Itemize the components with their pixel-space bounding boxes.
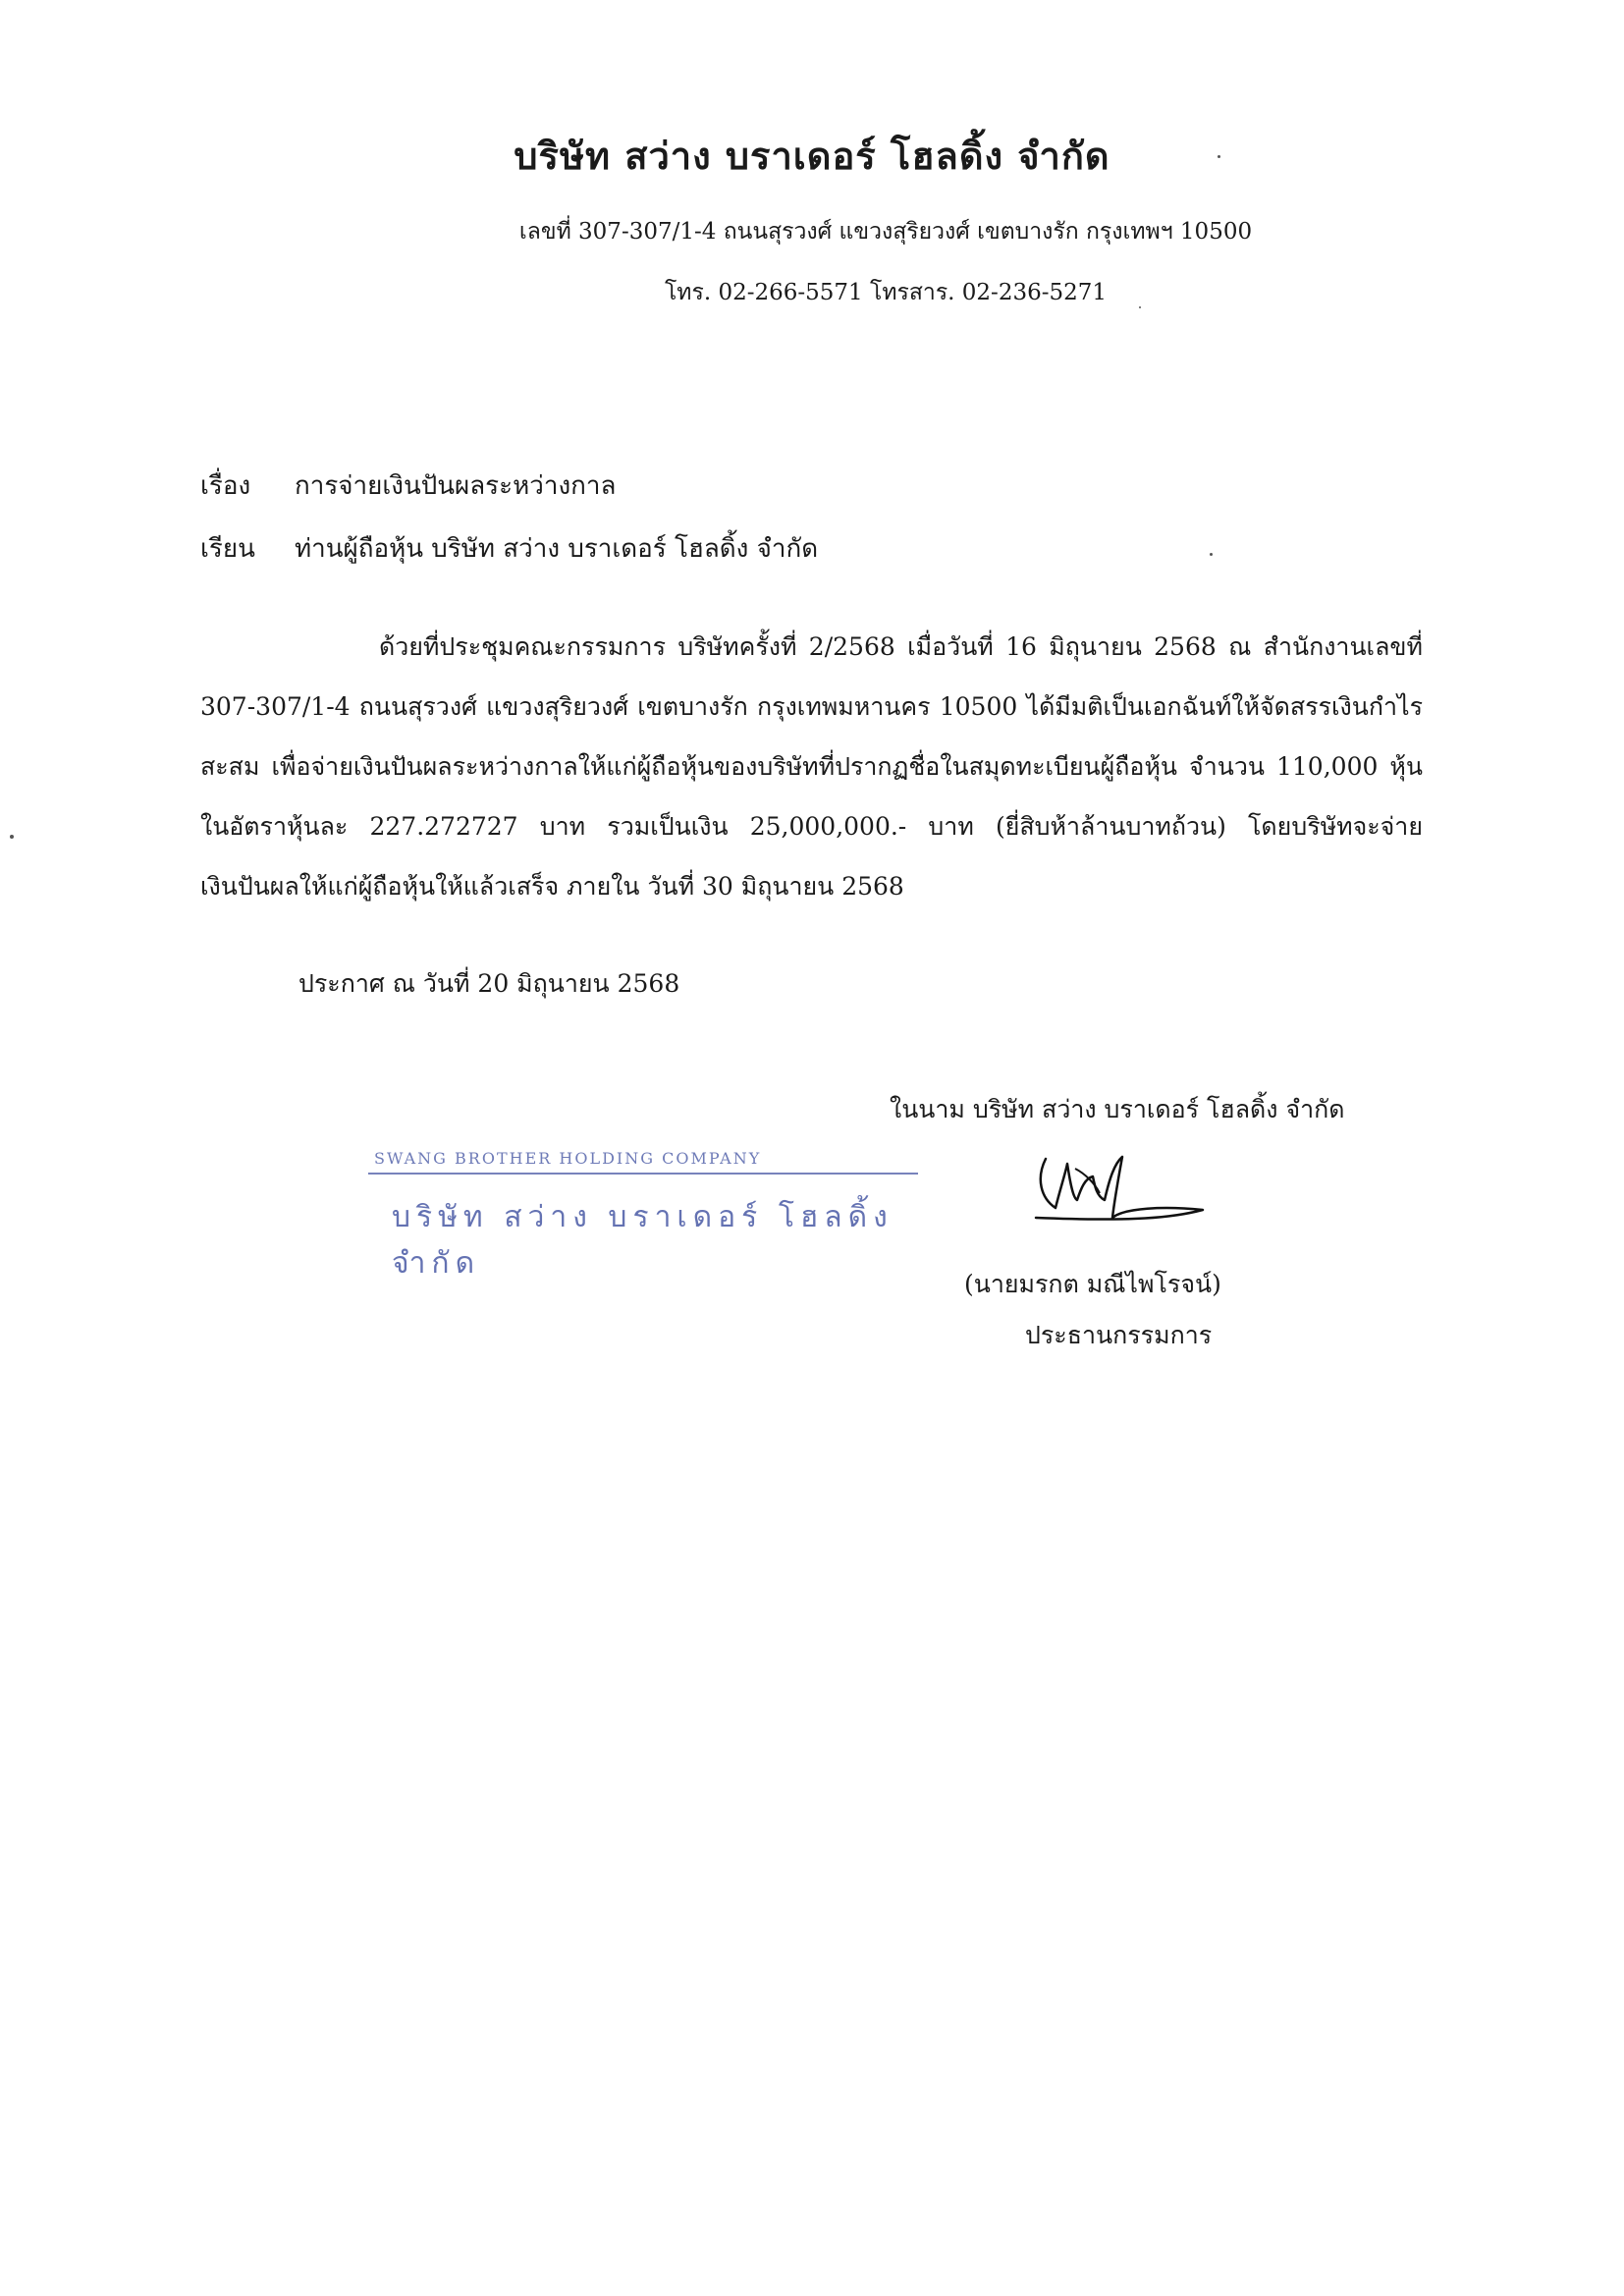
scan-speck bbox=[1210, 553, 1213, 556]
subject-value: การจ่ายเงินปันผลระหว่างกาล bbox=[295, 471, 617, 501]
signer-name: (นายมรกต มณีไพโรจน์) bbox=[964, 1270, 1221, 1298]
scan-speck bbox=[1218, 155, 1220, 158]
on-behalf-line: ในนาม บริษัท สว่าง บราเดอร์ โฮลดิ้ง จำกัด bbox=[890, 1095, 1345, 1123]
recipient-value: ท่านผู้ถือหุ้น บริษัท สว่าง บราเดอร์ โฮลดิ้ง จำกัด bbox=[295, 534, 819, 564]
stamp-rule bbox=[368, 1173, 918, 1175]
company-stamp bbox=[368, 1147, 938, 1281]
signer-title: ประธานกรรมการ bbox=[1025, 1321, 1213, 1349]
stamp-english-text: SWANG BROTHER HOLDING COMPANY bbox=[374, 1149, 762, 1168]
scan-speck bbox=[10, 835, 14, 839]
announcement-date: ประกาศ ณ วันที่ 20 มิถุนายน 2568 bbox=[298, 969, 680, 998]
stamp-thai-text: บริษัท สว่าง บราเดอร์ โฮลดิ้ง จำกัด bbox=[392, 1200, 893, 1281]
body-paragraph: ด้วยที่ประชุมคณะกรรมการ บริษัทครั้งที่ 2/2568 เมื่อวันที่ 16 มิถุนายน 2568 ณ สำนักงานเลขที่ 307-307/1-4 ถนนสุรวงศ์ แขวงสุริยวงศ์ เขตบางรัก กรุงเทพมหานคร 10500 ได้มีมติเป็นเอกฉันท์ให้จัดสรรเงินกำไรสะสม เพื่อจ่ายเงินปันผลระหว่างกาลให้แก่ผู้ถือหุ้นของบริษัทที่ปรากฏชื่อในสมุดทะเบียนผู้ถือหุ้น จำนวน 110,000 หุ้น ในอัตราหุ้นละ 227.272727 บาท รวมเป็นเงิน 25,000,000.- บาท (ยี่สิบห้าล้านบาทถ้วน) โดยบริษัทจะจ่ายเงินปันผลให้แก่ผู้ถือหุ้นให้แล้วเสร็จ ภายใน วันที่ 30 มิถุนายน 2568 bbox=[200, 632, 1423, 901]
company-phone-fax: โทร. 02-266-5571 โทรสาร. 02-236-5271 bbox=[664, 280, 1108, 305]
company-address: เลขที่ 307-307/1-4 ถนนสุรวงศ์ แขวงสุริยวงศ์ เขตบางรัก กรุงเทพฯ 10500 bbox=[518, 219, 1253, 245]
subject-label: เรื่อง bbox=[200, 471, 251, 501]
handwritten-signature bbox=[1016, 1139, 1213, 1247]
company-title: บริษัท สว่าง บราเดอร์ โฮลดิ้ง จำกัด bbox=[514, 134, 1110, 178]
scan-speck bbox=[1139, 306, 1141, 308]
recipient-label: เรียน bbox=[200, 534, 255, 564]
